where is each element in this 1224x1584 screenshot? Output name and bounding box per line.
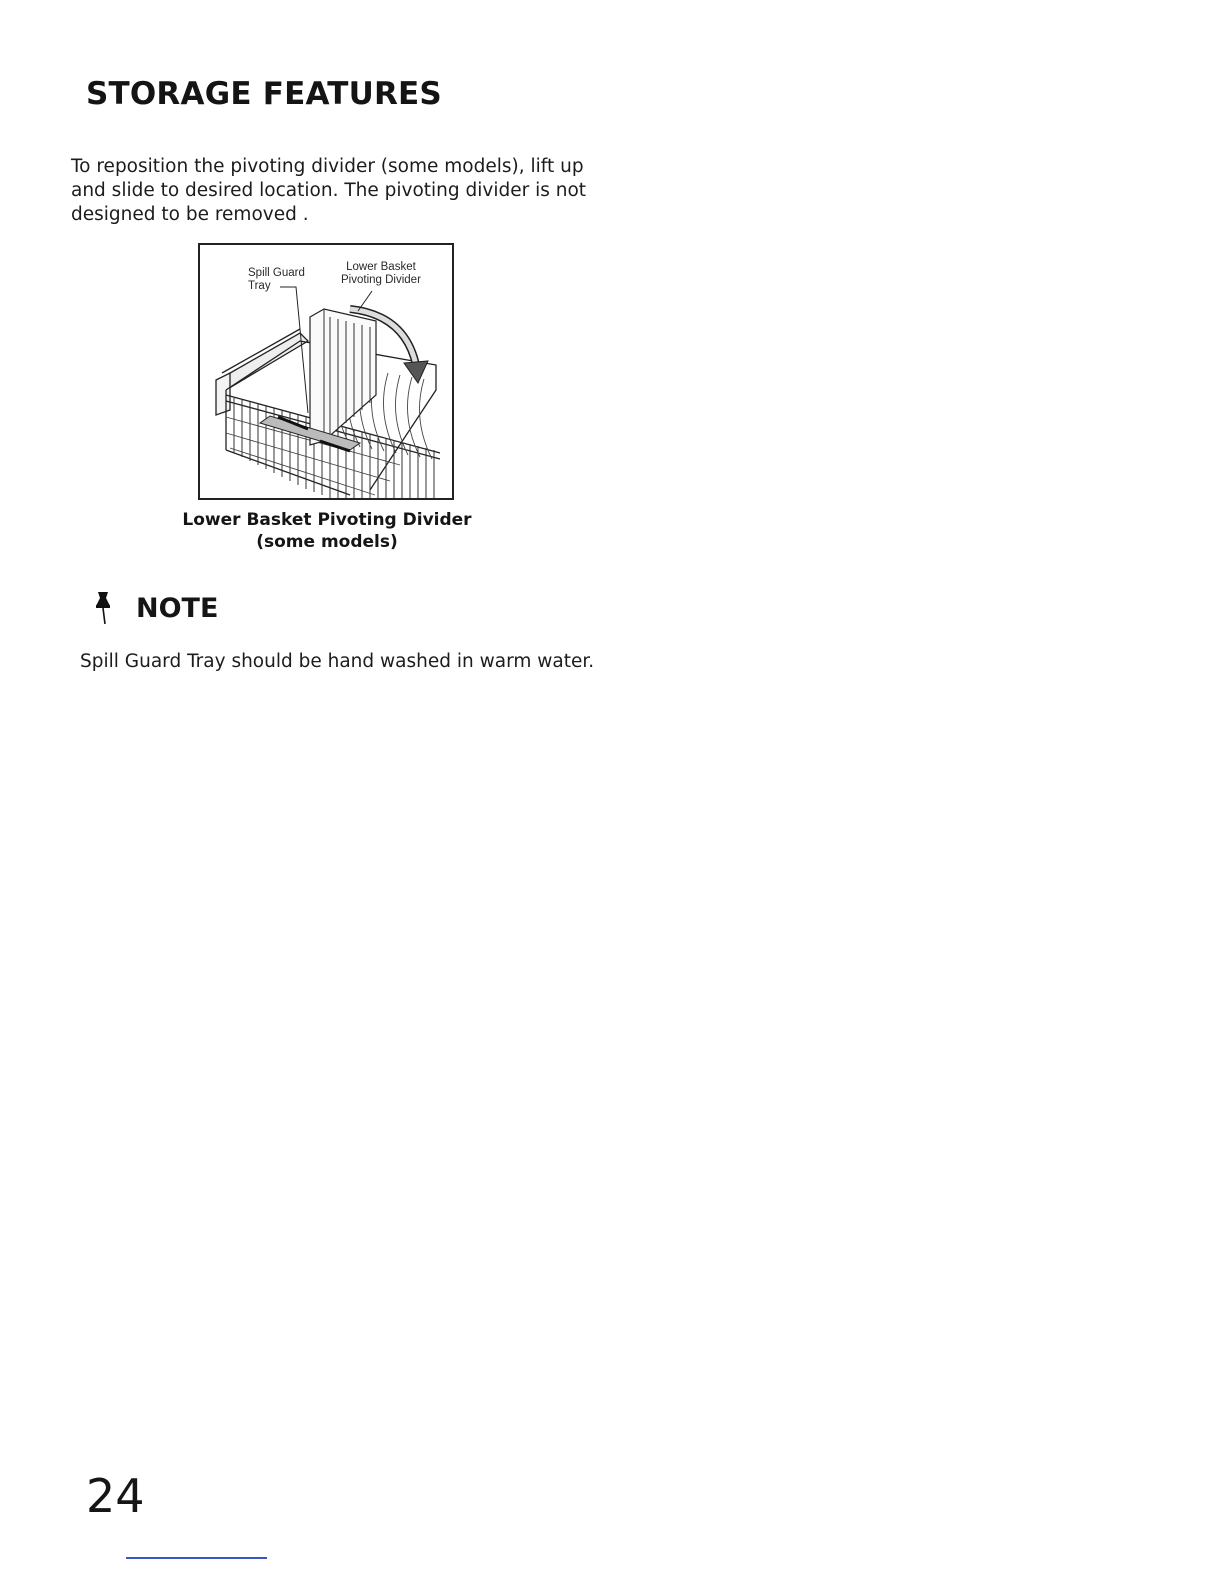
note-heading	[92, 590, 218, 626]
page-title: STORAGE FEATURES	[86, 76, 442, 112]
pivoting-divider-label: Lower Basket Pivoting Divider	[341, 261, 421, 286]
footer-rule	[126, 1557, 267, 1559]
intro-line: To reposition the pivoting divider (some models), lift up	[71, 156, 584, 177]
figure-caption: Lower Basket Pivoting Divider (some models)	[182, 510, 472, 552]
intro-line: and slide to desired location. The pivoting divider is not	[71, 180, 587, 201]
note-label: NOTE	[136, 592, 219, 624]
pushpin-icon	[92, 590, 116, 626]
intro-line: designed to be removed .	[71, 204, 309, 225]
page-number: 24	[86, 1469, 145, 1523]
spill-guard-tray-label: Spill Guard Tray	[248, 267, 305, 292]
intro-paragraph	[71, 155, 587, 227]
basket-divider-illustration	[198, 243, 454, 500]
note-text: Spill Guard Tray should be hand washed in warm water.	[80, 651, 595, 672]
